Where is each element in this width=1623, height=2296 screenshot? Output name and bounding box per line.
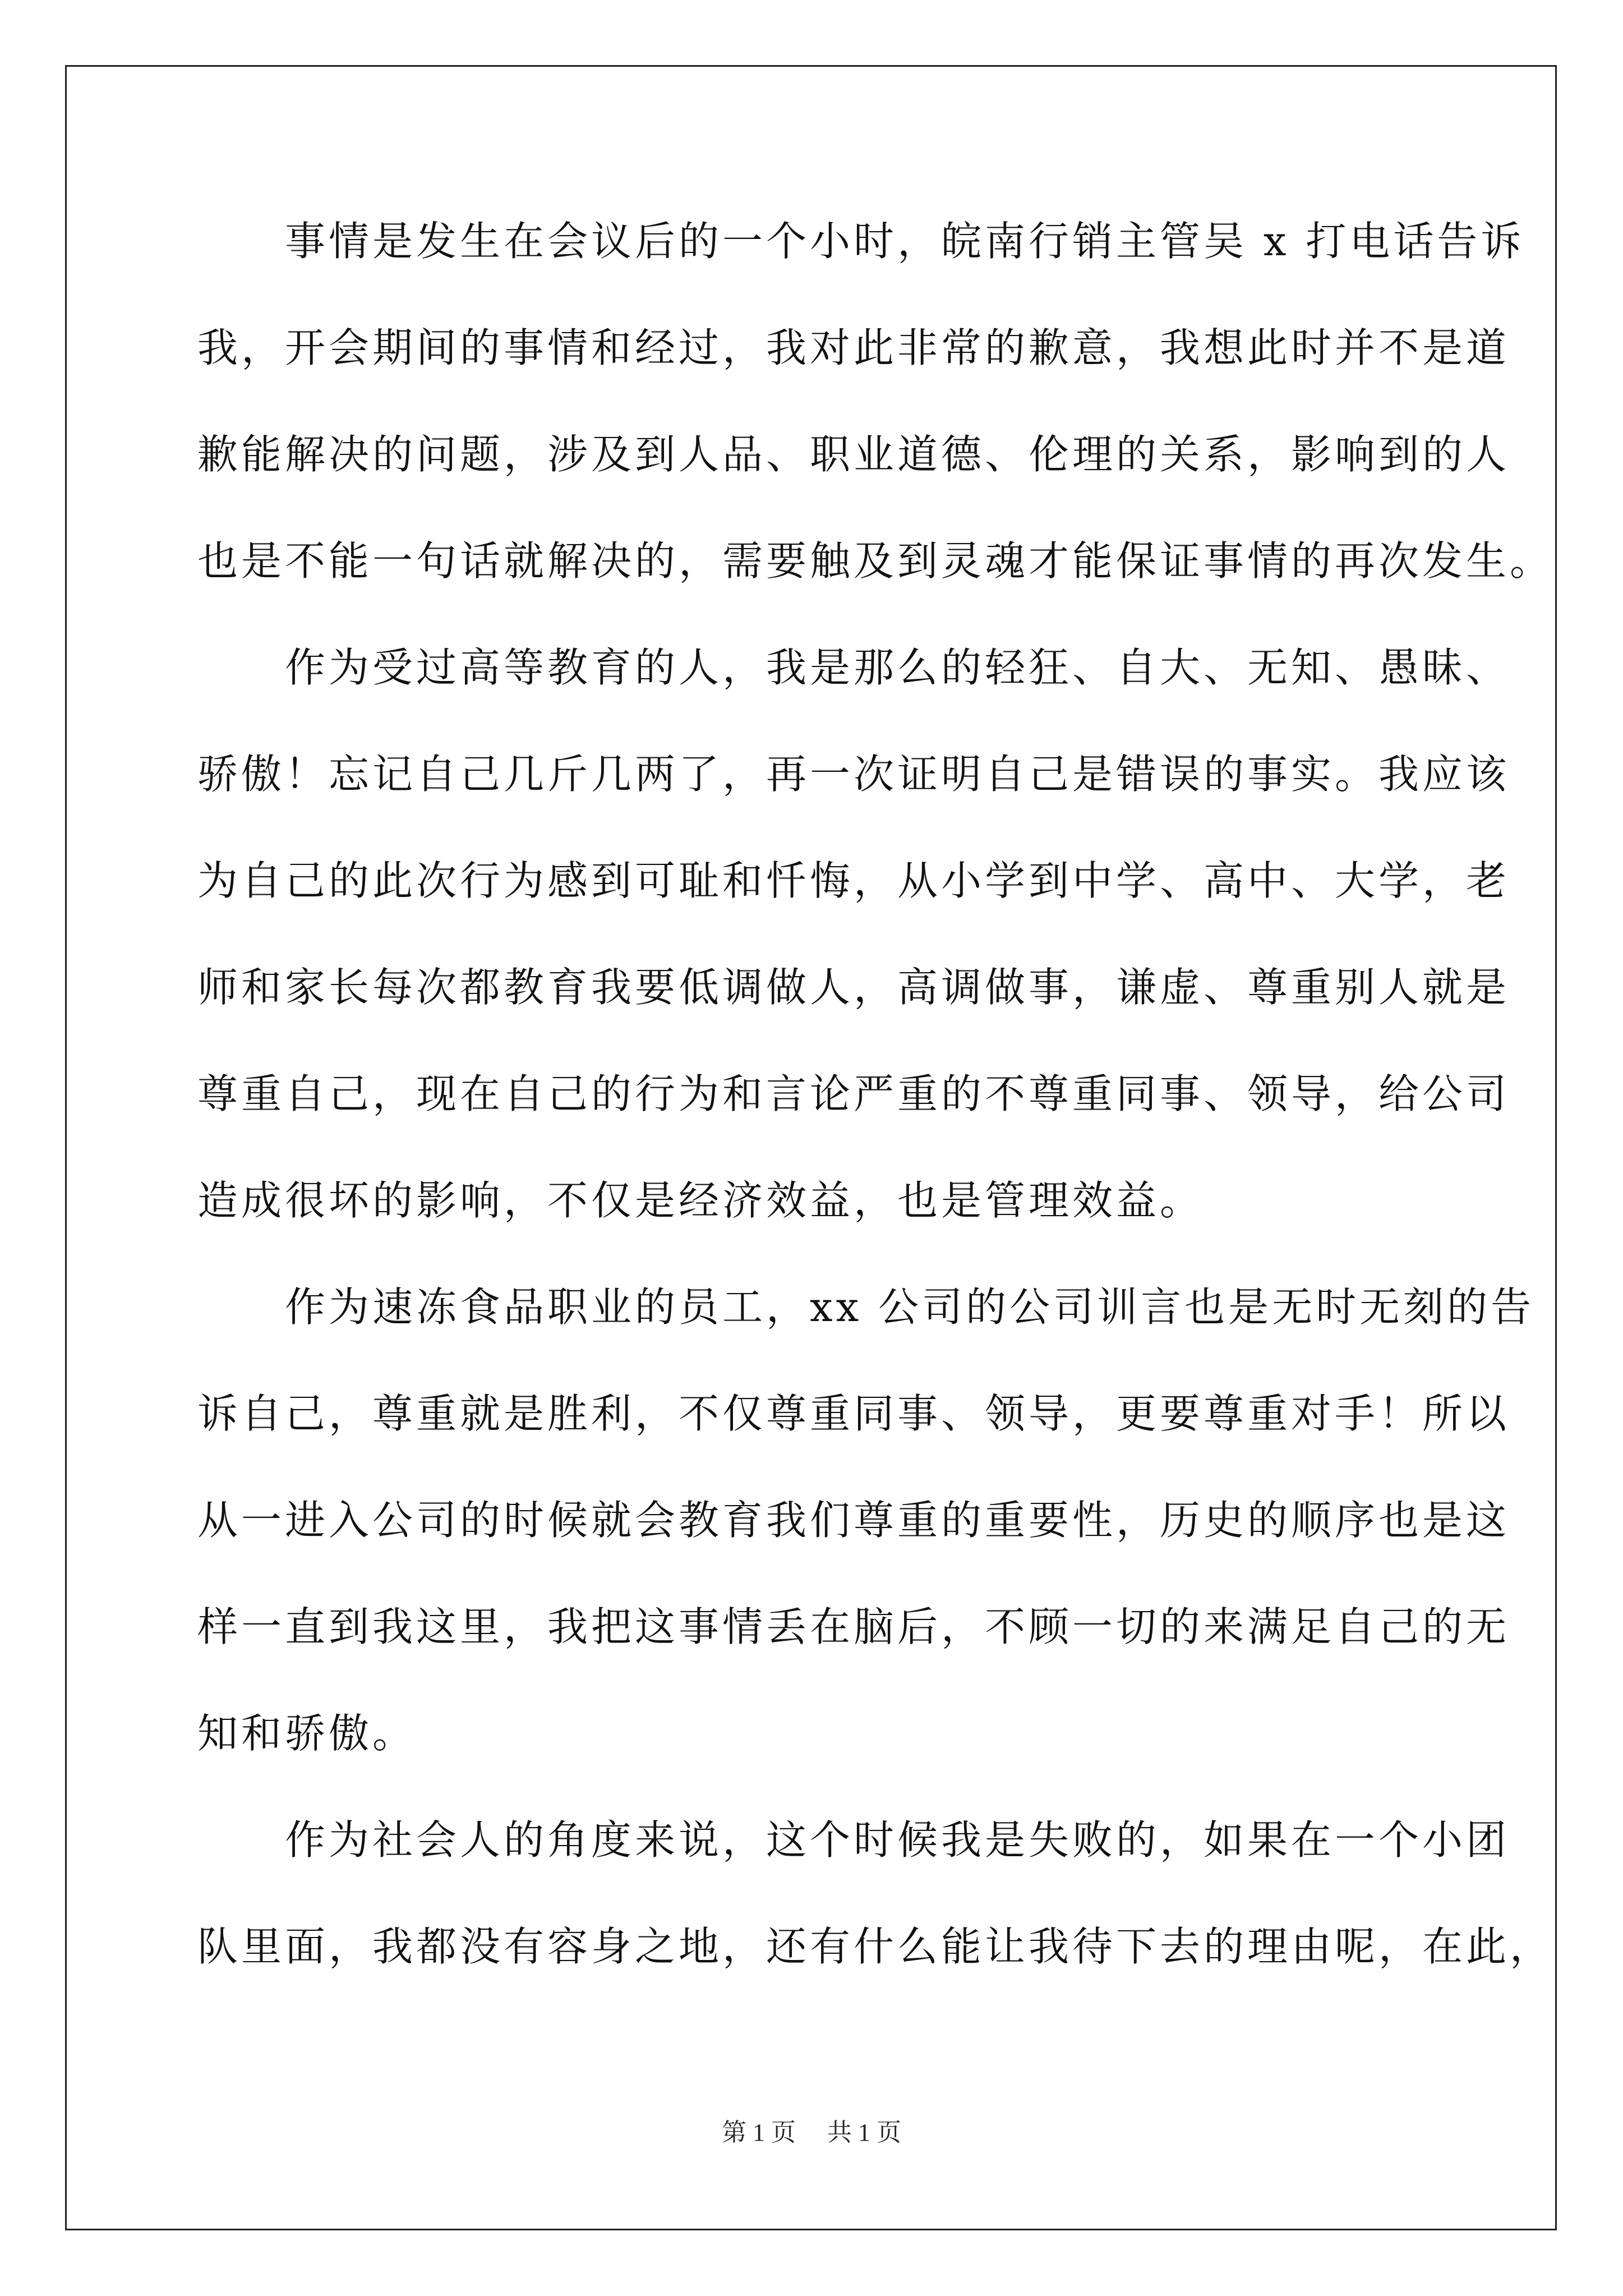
text-line: 队里面，我都没有容身之地，还有什么能让我待下去的理由呢，在此， (197, 1923, 1554, 1970)
text-line: 作为受过高等教育的人，我是那么的轻狂、自大、无知、愚昧、 (197, 644, 1510, 691)
text-line: 师和家长每次都教育我要低调做人，高调做事，谦虚、尊重别人就是 (197, 964, 1510, 1011)
text-line: 作为速冻食品职业的员工，xx 公司的公司训言也是无时无刻的告 (197, 1283, 1535, 1331)
page-footer (0, 2112, 1623, 2148)
text-line: 为自己的此次行为感到可耻和忏悔，从小学到中学、高中、大学，老 (197, 857, 1510, 904)
text-line: 知和骄傲。 (197, 1710, 417, 1757)
text-line: 尊重自己，现在自己的行为和言论严重的不尊重同事、领导，给公司 (197, 1070, 1510, 1117)
text-line: 诉自己，尊重就是胜利，不仅尊重同事、领导，更要尊重对手！所以 (197, 1390, 1510, 1437)
text-line: 样一直到我这里，我把这事情丢在脑后，不顾一切的来满足自己的无 (197, 1603, 1510, 1650)
text-line: 造成很坏的影响，不仅是经济效益，也是管理效益。 (197, 1177, 1204, 1224)
text-line: 歉能解决的问题，涉及到人品、职业道德、伦理的关系，影响到的人 (197, 431, 1510, 478)
text-line: 从一进入公司的时候就会教育我们尊重的重要性，历史的顺序也是这 (197, 1497, 1510, 1544)
page-total: 共 1 页 (827, 2119, 901, 2146)
text-line: 骄傲！忘记自己几斤几两了，再一次证明自己是错误的事实。我应该 (197, 751, 1510, 798)
text-line: 作为社会人的角度来说，这个时候我是失败的，如果在一个小团 (197, 1816, 1510, 1864)
text-line: 我，开会期间的事情和经过，我对此非常的歉意，我想此时并不是道 (197, 324, 1510, 371)
text-line: 事情是发生在会议后的一个小时，皖南行销主管吴 x 打电话告诉 (197, 218, 1525, 265)
text-line: 也是不能一句话就解决的，需要触及到灵魂才能保证事情的再次发生。 (197, 537, 1554, 585)
page-number: 第 1 页 (722, 2119, 796, 2146)
page-border (65, 65, 1557, 2230)
